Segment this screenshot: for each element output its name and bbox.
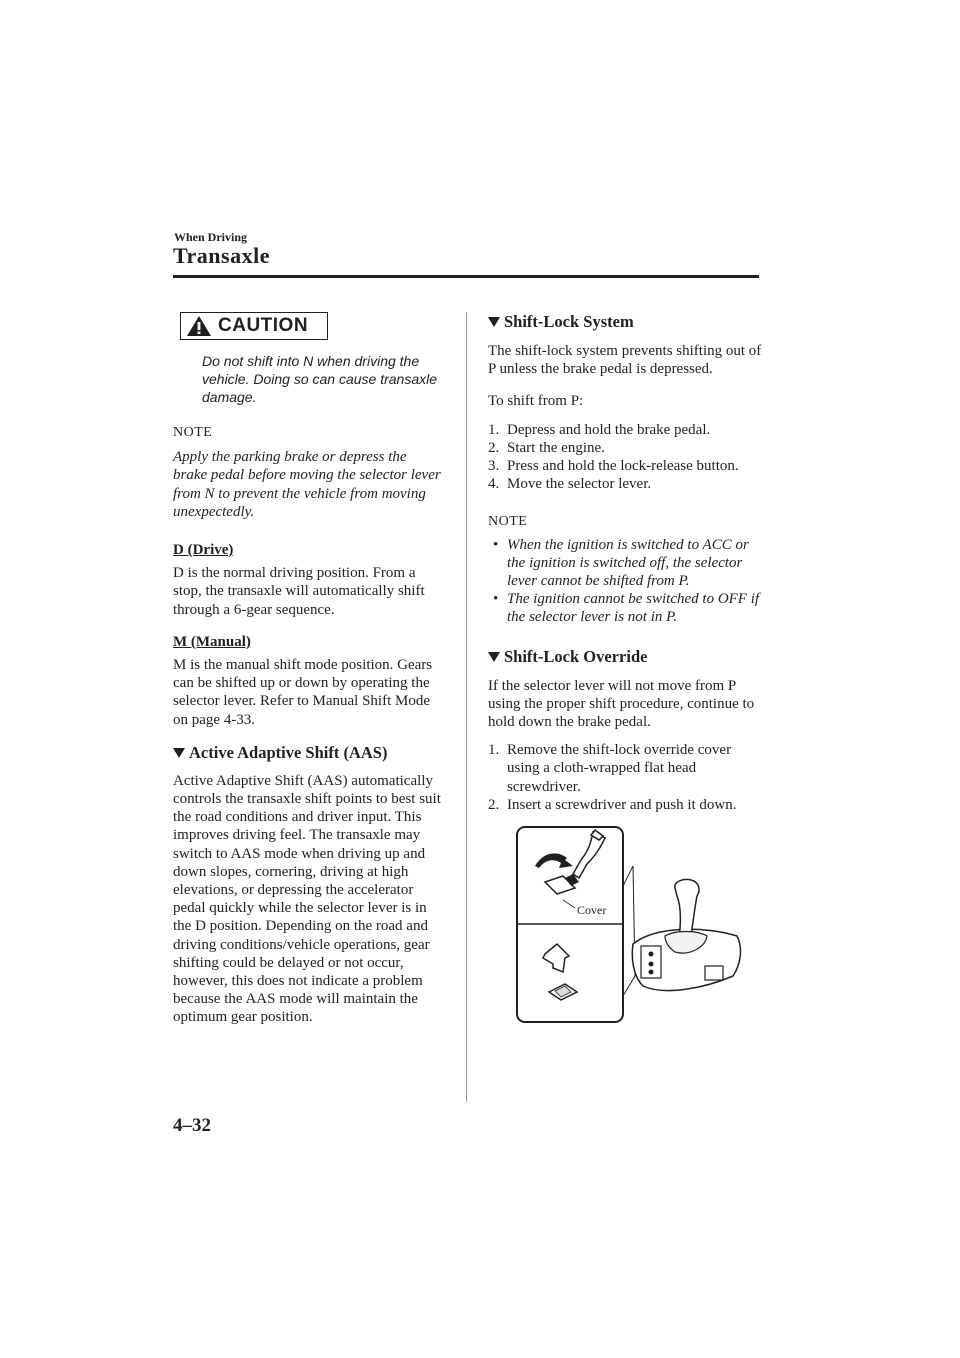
caution-label: CAUTION — [218, 315, 309, 336]
triangle-down-icon — [488, 651, 500, 663]
triangle-down-icon — [173, 747, 185, 759]
drive-heading: D (Drive) — [173, 542, 234, 559]
override-steps-list — [488, 741, 763, 814]
note-label: NOTE — [488, 514, 528, 530]
aas-heading-text: Active Adaptive Shift (AAS) — [189, 742, 388, 762]
list-item: 2. Insert a screwdriver and push it down. — [488, 796, 737, 813]
drive-text: D is the normal driving position. From a stop, the transaxle will automatically shift through a 6-gear sequence. — [173, 565, 425, 618]
aas-text: Active Adaptive Shift (AAS) automatically controls the transaxle shift points to best suit the road conditions and driver input. This improves driving feel. The transaxle may switch to AAS mode when driving up and down slopes, cornering, driving at high elevations, or depressing the accelerator pedal quickly while the selector lever is in the D position. Depending on the road and driving conditions/vehicle operations, gear shifting could be delayed or not occur, however, this does not indicate a problem because the AAS mode will maintain the optimum gear position. — [173, 772, 441, 1026]
list-item: • When the ignition is switched to ACC or the ignition is switched off, the selector lever cannot be shifted from P. — [493, 536, 749, 590]
override-heading — [488, 647, 763, 667]
shift-lock-override-figure — [515, 826, 745, 1024]
manual-heading: M (Manual) — [173, 633, 251, 650]
shift-lock-intro: The shift-lock system prevents shifting out of P unless the brake pedal is depressed. — [488, 343, 762, 378]
left-column — [173, 312, 443, 1027]
override-intro: If the selector lever will not move from P using the proper shift procedure, continue to hold down the brake pedal. — [488, 677, 755, 731]
column-divider — [466, 312, 467, 1102]
triangle-down-icon — [488, 316, 500, 328]
list-item: 3. Press and hold the lock-release button. — [488, 458, 739, 475]
list-item: • The ignition cannot be switched to OFF if the selector lever is not in P. — [493, 591, 760, 626]
title-rule — [173, 275, 759, 278]
list-item: 4. Move the selector lever. — [488, 476, 652, 493]
note-text: Apply the parking brake or depress the brake pedal before moving the selector lever from N to prevent the vehicle from moving unexpectedly. — [173, 449, 441, 520]
manual-text: M is the manual shift mode position. Gears can be shifted up or down by operating the selector lever. Refer to Manual Shift Mode on page 4-33. — [173, 657, 433, 728]
list-item: 2. Start the engine. — [488, 439, 605, 456]
shift-lock-heading — [488, 312, 763, 332]
note-list — [488, 536, 763, 627]
override-heading-text: Shift-Lock Override — [504, 646, 648, 666]
page-title: Transaxle — [173, 243, 270, 268]
caution-badge — [180, 312, 328, 340]
section-label: When Driving — [174, 230, 248, 244]
shift-from-p: To shift from P: — [488, 393, 584, 410]
page-number: 4–32 — [173, 1115, 211, 1136]
caution-text: Do not shift into N when driving the vehicle. Doing so can cause transaxle damage. — [202, 353, 438, 405]
shift-lock-heading-text: Shift-Lock System — [504, 312, 634, 331]
list-item: 1. Remove the shift-lock override cover using a cloth-wrapped flat head screwdriver. — [488, 742, 732, 795]
aas-heading — [173, 743, 443, 763]
right-column — [488, 312, 763, 814]
note-label: NOTE — [173, 425, 213, 440]
shift-steps-list — [488, 421, 763, 494]
caution-box — [180, 312, 440, 406]
warning-icon — [186, 315, 212, 337]
list-item: 1. Depress and hold the brake pedal. — [488, 421, 711, 438]
figure-label-cover: Cover — [577, 903, 607, 917]
